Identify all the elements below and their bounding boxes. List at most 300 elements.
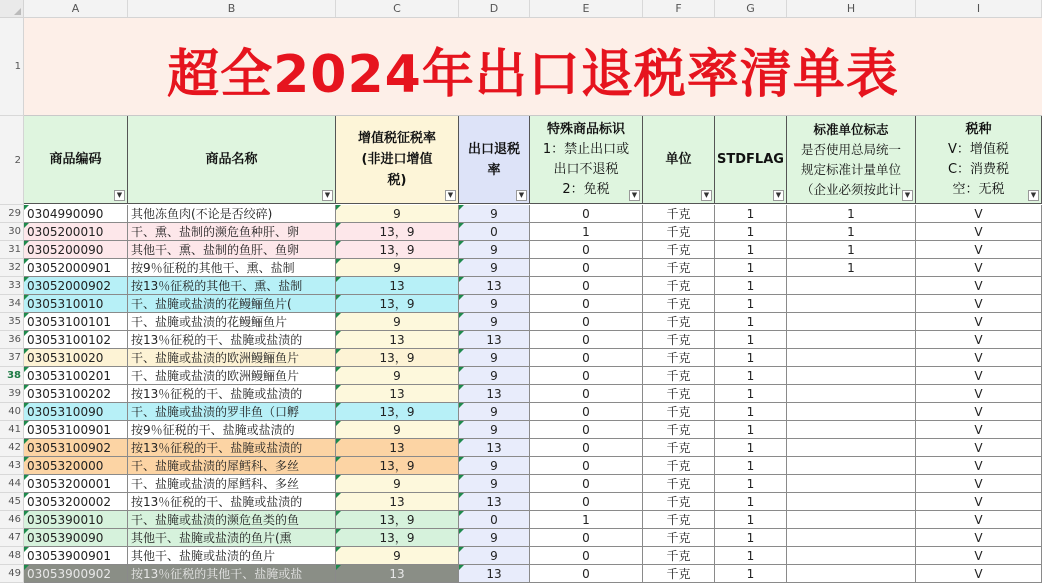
- cell-standard-unit[interactable]: [787, 421, 916, 439]
- cell-tax-type[interactable]: [916, 223, 1042, 241]
- cell-product-name[interactable]: [128, 385, 336, 403]
- text-number-indicator-icon: [24, 439, 29, 444]
- cell-product-name[interactable]: [128, 241, 336, 259]
- cell-stdflag-value: 1: [746, 405, 755, 419]
- row-header-44[interactable]: 44: [0, 475, 24, 493]
- cell-unit[interactable]: [643, 349, 715, 367]
- cell-stdflag[interactable]: [715, 277, 787, 295]
- cell-tax-type[interactable]: [916, 259, 1042, 277]
- cell-standard-unit[interactable]: [787, 565, 916, 583]
- cell-product-code-value: 0305310020: [27, 351, 104, 365]
- cell-product-code[interactable]: [24, 439, 128, 457]
- text-number-indicator-icon: [459, 547, 464, 552]
- row-header-43[interactable]: 43: [0, 457, 24, 475]
- cell-unit[interactable]: [643, 457, 715, 475]
- cell-stdflag[interactable]: [715, 349, 787, 367]
- cell-special-flag[interactable]: [530, 313, 643, 331]
- cell-product-code[interactable]: [24, 259, 128, 277]
- cell-stdflag[interactable]: [715, 475, 787, 493]
- cell-product-name[interactable]: [128, 259, 336, 277]
- cell-standard-unit[interactable]: [787, 457, 916, 475]
- cell-product-code[interactable]: [24, 403, 128, 421]
- cell-product-name[interactable]: [128, 475, 336, 493]
- cell-special-flag[interactable]: [530, 511, 643, 529]
- row-header-35[interactable]: 35: [0, 313, 24, 331]
- cell-special-flag[interactable]: [530, 241, 643, 259]
- cell-stdflag[interactable]: [715, 511, 787, 529]
- cell-refund-rate-value: 9: [490, 207, 498, 221]
- cell-tax-type[interactable]: [916, 565, 1042, 583]
- cell-special-flag[interactable]: [530, 295, 643, 313]
- column-header-d[interactable]: D: [459, 0, 530, 17]
- cell-product-name[interactable]: [128, 493, 336, 511]
- cell-tax-type[interactable]: [916, 493, 1042, 511]
- cell-vat-rate[interactable]: [336, 421, 459, 439]
- cell-refund-rate[interactable]: [459, 223, 530, 241]
- cell-refund-rate[interactable]: [459, 241, 530, 259]
- cell-product-name[interactable]: [128, 457, 336, 475]
- cell-stdflag[interactable]: [715, 205, 787, 223]
- row-header-31[interactable]: 31: [0, 241, 24, 259]
- cell-tax-type[interactable]: [916, 457, 1042, 475]
- cell-stdflag[interactable]: [715, 313, 787, 331]
- cell-refund-rate[interactable]: [459, 403, 530, 421]
- cell-product-name[interactable]: [128, 565, 336, 583]
- cell-unit[interactable]: [643, 439, 715, 457]
- cell-vat-rate[interactable]: [336, 223, 459, 241]
- cell-vat-rate-value: 13，9: [379, 225, 415, 239]
- cell-vat-rate[interactable]: [336, 331, 459, 349]
- cell-refund-rate[interactable]: [459, 259, 530, 277]
- cell-product-name-value: 按9％征税的其他干、熏、盐制: [131, 261, 295, 275]
- cell-product-code-value: 0305390010: [27, 513, 104, 527]
- cell-special-flag[interactable]: [530, 547, 643, 565]
- cell-special-flag[interactable]: [530, 493, 643, 511]
- filter-dropdown-icon[interactable]: ▼: [114, 190, 125, 201]
- cell-vat-rate[interactable]: [336, 367, 459, 385]
- cell-standard-unit[interactable]: [787, 385, 916, 403]
- row-header-40[interactable]: 40: [0, 403, 24, 421]
- text-number-indicator-icon: [336, 511, 341, 516]
- text-number-indicator-icon: [459, 529, 464, 534]
- cell-tax-type[interactable]: [916, 547, 1042, 565]
- cell-product-name[interactable]: [128, 349, 336, 367]
- header-product-name[interactable]: [128, 116, 336, 204]
- cell-vat-rate[interactable]: [336, 277, 459, 295]
- cell-stdflag[interactable]: [715, 439, 787, 457]
- cell-vat-rate-value: 9: [393, 261, 401, 275]
- text-number-indicator-icon: [336, 295, 341, 300]
- cell-stdflag[interactable]: [715, 457, 787, 475]
- filter-dropdown-icon[interactable]: ▼: [445, 190, 456, 201]
- cell-tax-type[interactable]: [916, 439, 1042, 457]
- cell-product-code[interactable]: [24, 205, 128, 223]
- cell-product-code[interactable]: [24, 295, 128, 313]
- cell-standard-unit[interactable]: [787, 439, 916, 457]
- row-header-39[interactable]: 39: [0, 385, 24, 403]
- cell-refund-rate[interactable]: [459, 439, 530, 457]
- cell-unit[interactable]: [643, 385, 715, 403]
- header-tax-type[interactable]: [916, 116, 1042, 204]
- cell-tax-type[interactable]: [916, 421, 1042, 439]
- cell-standard-unit[interactable]: [787, 277, 916, 295]
- cell-refund-rate[interactable]: [459, 565, 530, 583]
- cell-unit[interactable]: [643, 529, 715, 547]
- cell-product-code[interactable]: [24, 511, 128, 529]
- cell-vat-rate[interactable]: [336, 493, 459, 511]
- cell-unit[interactable]: [643, 493, 715, 511]
- cell-unit[interactable]: [643, 205, 715, 223]
- cell-product-code[interactable]: [24, 493, 128, 511]
- filter-dropdown-icon[interactable]: ▼: [701, 190, 712, 201]
- cell-vat-rate[interactable]: [336, 565, 459, 583]
- cell-product-code[interactable]: [24, 277, 128, 295]
- cell-stdflag[interactable]: [715, 367, 787, 385]
- cell-tax-type[interactable]: [916, 385, 1042, 403]
- header-standard-unit[interactable]: [787, 116, 916, 204]
- cell-vat-rate[interactable]: [336, 205, 459, 223]
- column-header-h[interactable]: H: [787, 0, 916, 17]
- cell-standard-unit[interactable]: [787, 403, 916, 421]
- cell-vat-rate[interactable]: [336, 259, 459, 277]
- cell-product-code-value: 03053100202: [27, 387, 111, 401]
- select-all-corner[interactable]: [0, 0, 24, 17]
- cell-refund-rate[interactable]: [459, 511, 530, 529]
- cell-tax-type[interactable]: [916, 331, 1042, 349]
- column-header-bar: [0, 0, 1042, 18]
- cell-standard-unit[interactable]: [787, 547, 916, 565]
- cell-tax-type[interactable]: [916, 277, 1042, 295]
- cell-tax-type[interactable]: [916, 403, 1042, 421]
- cell-vat-rate[interactable]: [336, 295, 459, 313]
- cell-unit[interactable]: [643, 511, 715, 529]
- cell-product-name-value: 干、盐腌或盐渍的罗非鱼（口孵: [131, 405, 300, 419]
- cell-product-code[interactable]: [24, 349, 128, 367]
- text-number-indicator-icon: [459, 475, 464, 480]
- cell-special-flag[interactable]: [530, 205, 643, 223]
- filter-dropdown-icon[interactable]: ▼: [1028, 190, 1039, 201]
- cell-product-name-value: 其他干、盐腌或盐渍的鱼片: [131, 549, 276, 563]
- cell-standard-unit[interactable]: [787, 241, 916, 259]
- cell-vat-rate-value: 13: [389, 567, 405, 581]
- cell-special-flag-value: 1: [582, 513, 590, 527]
- header-product-code[interactable]: [24, 116, 128, 204]
- cell-product-name[interactable]: [128, 403, 336, 421]
- cell-product-name[interactable]: [128, 511, 336, 529]
- cell-vat-rate[interactable]: [336, 385, 459, 403]
- cell-standard-unit[interactable]: [787, 331, 916, 349]
- title-cell[interactable]: [24, 18, 1042, 116]
- cell-product-name-value: 按13％征税的干、盐腌或盐渍的: [131, 387, 303, 401]
- cell-special-flag[interactable]: [530, 421, 643, 439]
- cell-product-name-value: 干、盐腌或盐渍的欧洲鳗鲡鱼片: [131, 369, 300, 383]
- cell-refund-rate[interactable]: [459, 475, 530, 493]
- filter-dropdown-icon[interactable]: ▼: [902, 190, 913, 201]
- cell-product-code[interactable]: [24, 457, 128, 475]
- cell-stdflag[interactable]: [715, 529, 787, 547]
- column-header-f[interactable]: F: [643, 0, 715, 17]
- cell-refund-rate[interactable]: [459, 421, 530, 439]
- cell-product-name[interactable]: [128, 529, 336, 547]
- cell-unit[interactable]: [643, 475, 715, 493]
- cell-special-flag[interactable]: [530, 475, 643, 493]
- filter-dropdown-icon[interactable]: ▼: [516, 190, 527, 201]
- cell-tax-type-value: V: [974, 297, 983, 311]
- cell-standard-unit[interactable]: [787, 223, 916, 241]
- cell-refund-rate[interactable]: [459, 493, 530, 511]
- cell-product-name[interactable]: [128, 367, 336, 385]
- header-tax-type-label: [948, 120, 1009, 200]
- filter-dropdown-icon[interactable]: ▼: [629, 190, 640, 201]
- row-header-1[interactable]: 1: [0, 18, 24, 116]
- cell-special-flag[interactable]: [530, 439, 643, 457]
- cell-product-code[interactable]: [24, 421, 128, 439]
- cell-stdflag[interactable]: [715, 259, 787, 277]
- cell-special-flag[interactable]: [530, 457, 643, 475]
- cell-vat-rate-value: 13: [389, 333, 405, 347]
- cell-standard-unit[interactable]: [787, 349, 916, 367]
- cell-tax-type[interactable]: [916, 367, 1042, 385]
- cell-tax-type[interactable]: [916, 205, 1042, 223]
- text-number-indicator-icon: [24, 277, 29, 282]
- cell-standard-unit[interactable]: [787, 205, 916, 223]
- cell-refund-rate[interactable]: [459, 205, 530, 223]
- cell-unit[interactable]: [643, 367, 715, 385]
- cell-tax-type[interactable]: [916, 295, 1042, 313]
- cell-tax-type[interactable]: [916, 349, 1042, 367]
- column-header-e[interactable]: E: [530, 0, 643, 17]
- header-special-flag-line: 出口不退税: [553, 161, 619, 177]
- cell-special-flag[interactable]: [530, 529, 643, 547]
- row-header-45[interactable]: 45: [0, 493, 24, 511]
- header-unit-label: 单位: [665, 152, 692, 167]
- cell-standard-unit[interactable]: [787, 529, 916, 547]
- cell-unit[interactable]: [643, 241, 715, 259]
- cell-unit[interactable]: [643, 331, 715, 349]
- cell-product-name-value: 按13％征税的其他干、盐腌或盐: [131, 567, 303, 581]
- cell-product-code[interactable]: [24, 565, 128, 583]
- row-header-29[interactable]: 29: [0, 205, 24, 223]
- cell-unit[interactable]: [643, 547, 715, 565]
- cell-special-flag[interactable]: [530, 403, 643, 421]
- cell-refund-rate-value: 0: [490, 225, 498, 239]
- cell-stdflag[interactable]: [715, 421, 787, 439]
- column-header-a[interactable]: A: [24, 0, 128, 17]
- cell-refund-rate-value: 9: [490, 423, 498, 437]
- text-number-indicator-icon: [459, 421, 464, 426]
- cell-stdflag[interactable]: [715, 241, 787, 259]
- cell-refund-rate[interactable]: [459, 295, 530, 313]
- cell-refund-rate-value: 9: [490, 261, 498, 275]
- cell-product-code[interactable]: [24, 385, 128, 403]
- cell-product-code[interactable]: [24, 223, 128, 241]
- text-number-indicator-icon: [24, 385, 29, 390]
- column-header-c[interactable]: C: [336, 0, 459, 17]
- cell-unit[interactable]: [643, 313, 715, 331]
- header-special-flag-label: [543, 120, 629, 200]
- cell-product-name-value: 干、盐腌或盐渍的犀鳕科、多丝: [131, 459, 300, 473]
- cell-stdflag[interactable]: [715, 295, 787, 313]
- cell-special-flag[interactable]: [530, 565, 643, 583]
- cell-product-name[interactable]: [128, 277, 336, 295]
- cell-vat-rate[interactable]: [336, 241, 459, 259]
- row-header-34[interactable]: 34: [0, 295, 24, 313]
- cell-stdflag[interactable]: [715, 331, 787, 349]
- cell-product-code[interactable]: [24, 529, 128, 547]
- cell-vat-rate[interactable]: [336, 313, 459, 331]
- row-header-41[interactable]: 41: [0, 421, 24, 439]
- header-special-flag[interactable]: [530, 116, 643, 204]
- cell-vat-rate[interactable]: [336, 547, 459, 565]
- cell-special-flag[interactable]: [530, 367, 643, 385]
- cell-special-flag[interactable]: [530, 331, 643, 349]
- cell-refund-rate-value: 13: [486, 441, 502, 455]
- cell-standard-unit[interactable]: [787, 475, 916, 493]
- cell-special-flag[interactable]: [530, 349, 643, 367]
- cell-standard-unit[interactable]: [787, 367, 916, 385]
- row-header-46[interactable]: 46: [0, 511, 24, 529]
- header-tax-type-line: V：增值税: [948, 141, 1009, 157]
- cell-standard-unit[interactable]: [787, 313, 916, 331]
- text-number-indicator-icon: [336, 223, 341, 228]
- cell-product-code[interactable]: [24, 241, 128, 259]
- cell-product-name[interactable]: [128, 205, 336, 223]
- cell-refund-rate[interactable]: [459, 367, 530, 385]
- cell-product-name[interactable]: [128, 295, 336, 313]
- cell-refund-rate[interactable]: [459, 331, 530, 349]
- text-number-indicator-icon: [336, 331, 341, 336]
- cell-refund-rate[interactable]: [459, 313, 530, 331]
- row-header-38[interactable]: 38: [0, 367, 24, 385]
- cell-tax-type[interactable]: [916, 313, 1042, 331]
- cell-vat-rate[interactable]: [336, 439, 459, 457]
- cell-vat-rate[interactable]: [336, 475, 459, 493]
- cell-special-flag[interactable]: [530, 223, 643, 241]
- cell-standard-unit[interactable]: [787, 493, 916, 511]
- text-number-indicator-icon: [459, 277, 464, 282]
- cell-vat-rate[interactable]: [336, 457, 459, 475]
- cell-vat-rate[interactable]: [336, 529, 459, 547]
- cell-special-flag[interactable]: [530, 259, 643, 277]
- row-header-2[interactable]: 2: [0, 116, 24, 205]
- filter-dropdown-icon[interactable]: ▼: [322, 190, 333, 201]
- cell-unit[interactable]: [643, 403, 715, 421]
- row-header-33[interactable]: 33: [0, 277, 24, 295]
- cell-unit[interactable]: [643, 277, 715, 295]
- cell-unit[interactable]: [643, 259, 715, 277]
- cell-stdflag-value: 1: [746, 387, 755, 401]
- column-header-b[interactable]: B: [128, 0, 336, 17]
- cell-refund-rate[interactable]: [459, 385, 530, 403]
- cell-product-code[interactable]: [24, 547, 128, 565]
- cell-standard-unit[interactable]: [787, 511, 916, 529]
- cell-unit[interactable]: [643, 421, 715, 439]
- cell-product-code[interactable]: [24, 475, 128, 493]
- cell-product-name[interactable]: [128, 331, 336, 349]
- cell-product-code[interactable]: [24, 367, 128, 385]
- header-stdflag[interactable]: [715, 116, 787, 204]
- cell-unit-value: 千克: [666, 315, 691, 329]
- cell-stdflag[interactable]: [715, 403, 787, 421]
- cell-vat-rate-value: 13，9: [379, 405, 415, 419]
- row-header-47[interactable]: 47: [0, 529, 24, 547]
- cell-product-name-value: 按13％征税的干、盐腌或盐渍的: [131, 441, 303, 455]
- cell-product-code[interactable]: [24, 331, 128, 349]
- row-header-36[interactable]: 36: [0, 331, 24, 349]
- cell-product-name[interactable]: [128, 439, 336, 457]
- cell-refund-rate[interactable]: [459, 277, 530, 295]
- row-header-42[interactable]: 42: [0, 439, 24, 457]
- cell-tax-type[interactable]: [916, 241, 1042, 259]
- text-number-indicator-icon: [24, 259, 29, 264]
- filter-dropdown-icon[interactable]: ▼: [773, 190, 784, 201]
- cell-product-name[interactable]: [128, 313, 336, 331]
- cell-unit-value: 千克: [666, 441, 691, 455]
- cell-vat-rate-value: 13，9: [379, 297, 415, 311]
- row-header-48[interactable]: 48: [0, 547, 24, 565]
- cell-stdflag[interactable]: [715, 223, 787, 241]
- column-header-i[interactable]: I: [916, 0, 1042, 17]
- header-refund-rate[interactable]: [459, 116, 530, 204]
- cell-product-name[interactable]: [128, 421, 336, 439]
- cell-product-name[interactable]: [128, 223, 336, 241]
- cell-vat-rate[interactable]: [336, 511, 459, 529]
- text-number-indicator-icon: [459, 511, 464, 516]
- header-unit[interactable]: [643, 116, 715, 204]
- cell-unit[interactable]: [643, 223, 715, 241]
- row-header-49[interactable]: 49: [0, 565, 24, 583]
- cell-standard-unit[interactable]: [787, 295, 916, 313]
- cell-unit[interactable]: [643, 295, 715, 313]
- text-number-indicator-icon: [459, 403, 464, 408]
- cell-special-flag[interactable]: [530, 277, 643, 295]
- cell-product-name-value: 其他冻鱼肉(不论是否绞碎): [131, 207, 273, 221]
- cell-stdflag[interactable]: [715, 385, 787, 403]
- header-vat-rate[interactable]: [336, 116, 459, 204]
- cell-stdflag[interactable]: [715, 547, 787, 565]
- header-tax-type-line: C：消费税: [947, 161, 1010, 177]
- column-header-g[interactable]: G: [715, 0, 787, 17]
- cell-refund-rate-value: 9: [490, 315, 498, 329]
- cell-tax-type[interactable]: [916, 511, 1042, 529]
- cell-unit[interactable]: [643, 565, 715, 583]
- cell-refund-rate[interactable]: [459, 547, 530, 565]
- cell-stdflag[interactable]: [715, 565, 787, 583]
- cell-product-name[interactable]: [128, 547, 336, 565]
- cell-tax-type-value: V: [974, 333, 983, 347]
- text-number-indicator-icon: [24, 493, 29, 498]
- text-number-indicator-icon: [459, 205, 464, 210]
- cell-refund-rate[interactable]: [459, 529, 530, 547]
- cell-standard-unit[interactable]: [787, 259, 916, 277]
- cell-special-flag-value: 0: [582, 567, 590, 581]
- cell-special-flag-value: 0: [582, 387, 590, 401]
- cell-special-flag[interactable]: [530, 385, 643, 403]
- cell-refund-rate[interactable]: [459, 457, 530, 475]
- cell-tax-type-value: V: [974, 531, 983, 545]
- row-header-30[interactable]: 30: [0, 223, 24, 241]
- cell-product-code[interactable]: [24, 313, 128, 331]
- cell-tax-type[interactable]: [916, 475, 1042, 493]
- cell-vat-rate[interactable]: [336, 403, 459, 421]
- row-header-37[interactable]: 37: [0, 349, 24, 367]
- cell-refund-rate[interactable]: [459, 349, 530, 367]
- cell-vat-rate[interactable]: [336, 349, 459, 367]
- cell-standard-unit-value: 1: [847, 243, 855, 257]
- cell-stdflag[interactable]: [715, 493, 787, 511]
- cell-tax-type[interactable]: [916, 529, 1042, 547]
- row-header-32[interactable]: 32: [0, 259, 24, 277]
